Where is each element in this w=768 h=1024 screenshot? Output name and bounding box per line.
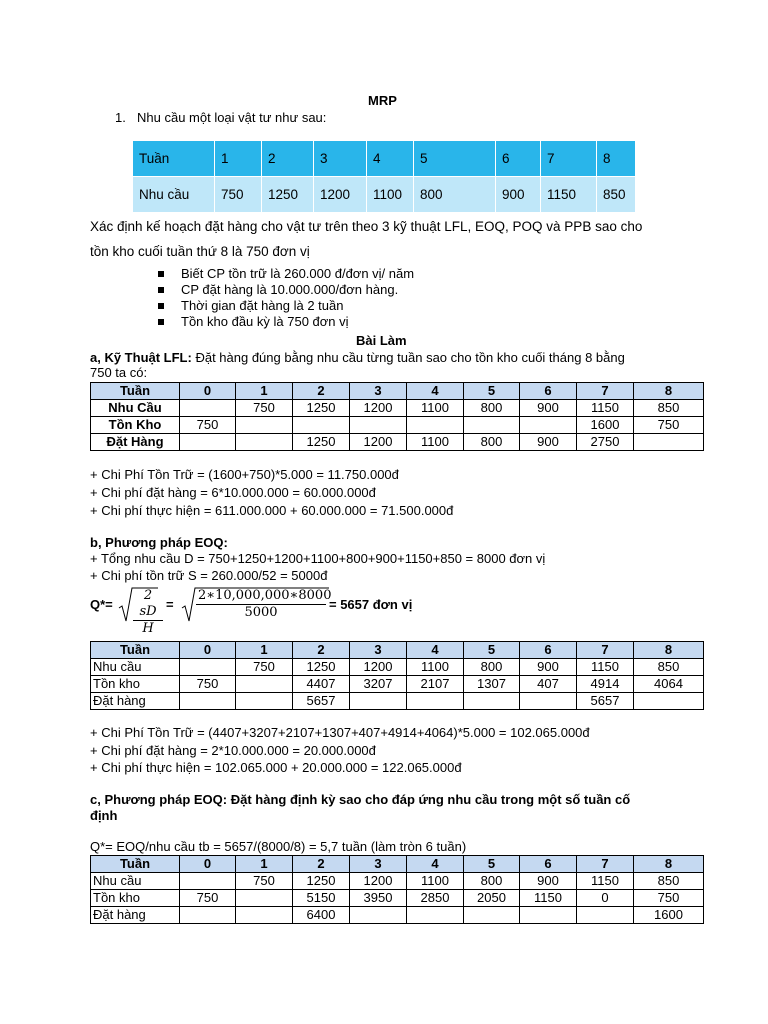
table-cell: 1100 bbox=[407, 873, 464, 890]
table-cell bbox=[180, 434, 236, 451]
table-cell bbox=[520, 417, 577, 434]
table-cell: 5 bbox=[414, 141, 496, 177]
table-cell bbox=[236, 890, 293, 907]
table-cell: 1150 bbox=[541, 177, 597, 213]
problem-number: 1. bbox=[115, 110, 126, 125]
table-cell bbox=[634, 434, 704, 451]
table-cell: 0 bbox=[577, 890, 634, 907]
table-header-cell: 2 bbox=[293, 383, 350, 400]
cost-line: + Chi phí thực hiện = 102.065.000 + 20.000.000 = 122.065.000đ bbox=[90, 760, 462, 775]
table-cell: 1100 bbox=[407, 659, 464, 676]
table-header-cell: 1 bbox=[236, 642, 293, 659]
table-cell bbox=[236, 693, 293, 710]
table-cell: Tồn kho bbox=[91, 890, 180, 907]
table-cell bbox=[350, 907, 407, 924]
table-cell: 850 bbox=[634, 659, 704, 676]
table-header-cell: 7 bbox=[577, 383, 634, 400]
table-header-row bbox=[91, 383, 704, 400]
table-cell: 900 bbox=[520, 873, 577, 890]
table-row bbox=[91, 907, 704, 924]
table-cell: 750 bbox=[236, 659, 293, 676]
fraction bbox=[196, 588, 332, 621]
table-cell: 900 bbox=[496, 177, 541, 213]
formula-result: = 5657 đơn vị bbox=[329, 597, 413, 612]
table-cell: 900 bbox=[520, 659, 577, 676]
list-item: CP đặt hàng là 10.000.000/đơn hàng. bbox=[155, 282, 414, 298]
table-cell: 900 bbox=[520, 434, 577, 451]
table-row bbox=[91, 434, 704, 451]
table-cell: 1200 bbox=[350, 434, 407, 451]
task-line-1: Xác định kế hoạch đặt hàng cho vật tư trên theo 3 kỹ thuật LFL, EOQ, POQ và PPB sao cho bbox=[90, 219, 643, 234]
table-cell: Đặt hàng bbox=[91, 907, 180, 924]
table-cell bbox=[236, 676, 293, 693]
table-header-cell: 4 bbox=[407, 642, 464, 659]
table-cell: 2 bbox=[262, 141, 314, 177]
table-header-cell: 6 bbox=[520, 642, 577, 659]
demand-table bbox=[132, 140, 636, 213]
table-cell: 800 bbox=[464, 873, 520, 890]
table-cell bbox=[407, 907, 464, 924]
table-cell: 1600 bbox=[634, 907, 704, 924]
table-cell: 750 bbox=[236, 873, 293, 890]
table-cell: 1100 bbox=[407, 400, 464, 417]
table-row bbox=[91, 693, 704, 710]
table-cell: 1100 bbox=[367, 177, 414, 213]
table-cell: 1150 bbox=[577, 873, 634, 890]
table-cell: 2750 bbox=[577, 434, 634, 451]
fraction-numerator: 2∗10,000,000∗8000 bbox=[198, 588, 332, 603]
table-cell: Nhu Cầu bbox=[91, 400, 180, 417]
table-cell bbox=[520, 907, 577, 924]
list-item: Biết CP tồn trữ là 260.000 đ/đơn vị/ năm bbox=[155, 266, 414, 282]
table-cell bbox=[293, 417, 350, 434]
table-header-cell: 5 bbox=[464, 856, 520, 873]
poq-table bbox=[90, 855, 704, 924]
table-cell: 1250 bbox=[293, 400, 350, 417]
table-cell: 2850 bbox=[407, 890, 464, 907]
table-cell bbox=[180, 693, 236, 710]
table-header-cell: 1 bbox=[236, 383, 293, 400]
table-cell bbox=[350, 693, 407, 710]
table-cell: Tuần bbox=[133, 141, 215, 177]
table-header-cell: 6 bbox=[520, 383, 577, 400]
list-item: Thời gian đặt hàng là 2 tuần bbox=[155, 298, 414, 314]
cost-line: + Chi phí đặt hàng = 6*10.000.000 = 60.000.000đ bbox=[90, 485, 376, 500]
table-cell bbox=[180, 873, 236, 890]
table-header-cell: 7 bbox=[577, 856, 634, 873]
table-cell bbox=[407, 417, 464, 434]
table-cell: 8 bbox=[597, 141, 636, 177]
table-cell bbox=[236, 417, 293, 434]
cost-line: + Chi phí đặt hàng = 2*10.000.000 = 20.000.000đ bbox=[90, 743, 376, 758]
table-cell: 5657 bbox=[577, 693, 634, 710]
table-row bbox=[91, 400, 704, 417]
table-cell: Nhu cầu bbox=[91, 873, 180, 890]
table-cell bbox=[577, 907, 634, 924]
table-cell bbox=[464, 907, 520, 924]
part-c-heading: c, Phương pháp EOQ: Đặt hàng định kỳ sao cho đáp ứng nhu cầu trong một số tuần cố bbox=[90, 792, 631, 807]
table-cell: 1200 bbox=[314, 177, 367, 213]
formula-lhs: Q*= bbox=[90, 597, 113, 612]
table-cell: 1600 bbox=[577, 417, 634, 434]
table-cell bbox=[236, 907, 293, 924]
table-header-cell: 8 bbox=[634, 383, 704, 400]
table-row bbox=[91, 676, 704, 693]
table-cell: 3207 bbox=[350, 676, 407, 693]
table-header-cell: 0 bbox=[180, 642, 236, 659]
lfl-table bbox=[90, 382, 704, 451]
table-cell bbox=[236, 434, 293, 451]
table-cell: Nhu cầu bbox=[133, 177, 215, 213]
list-item: Tồn kho đầu kỳ là 750 đơn vị bbox=[155, 314, 414, 330]
part-c-q-line: Q*= EOQ/nhu cầu tb = 5657/(8000/8) = 5,7 tuần (làm tròn 6 tuần) bbox=[90, 839, 467, 854]
table-cell: 4407 bbox=[293, 676, 350, 693]
demand-table-demand-row bbox=[133, 177, 636, 213]
table-cell: 850 bbox=[597, 177, 636, 213]
table-cell: 4064 bbox=[634, 676, 704, 693]
table-cell bbox=[464, 693, 520, 710]
table-row bbox=[91, 659, 704, 676]
table-cell: 800 bbox=[464, 659, 520, 676]
table-cell: 6 bbox=[496, 141, 541, 177]
table-cell: 1100 bbox=[407, 434, 464, 451]
solution-heading: Bài Làm bbox=[356, 333, 407, 348]
table-cell: 800 bbox=[464, 400, 520, 417]
table-cell: 3 bbox=[314, 141, 367, 177]
table-header-cell: 2 bbox=[293, 642, 350, 659]
table-header-row bbox=[91, 856, 704, 873]
table-cell bbox=[407, 693, 464, 710]
task-line-2: tồn kho cuối tuần thứ 8 là 750 đơn vị bbox=[90, 244, 310, 259]
page-title: MRP bbox=[368, 93, 397, 108]
table-cell bbox=[180, 659, 236, 676]
table-cell: 750 bbox=[634, 890, 704, 907]
table-cell: 5657 bbox=[293, 693, 350, 710]
part-b-heading: b, Phương pháp EOQ: bbox=[90, 535, 228, 550]
table-cell: 850 bbox=[634, 400, 704, 417]
table-cell: 750 bbox=[215, 177, 262, 213]
table-cell bbox=[634, 693, 704, 710]
formula-equals: = bbox=[166, 597, 174, 612]
table-cell: 6400 bbox=[293, 907, 350, 924]
table-header-cell: 0 bbox=[180, 856, 236, 873]
table-cell: 750 bbox=[236, 400, 293, 417]
table-cell: Tồn kho bbox=[91, 676, 180, 693]
table-header-cell: 8 bbox=[634, 856, 704, 873]
part-a-heading-line2: 750 ta có: bbox=[90, 365, 148, 380]
table-header-cell: Tuần bbox=[91, 856, 180, 873]
table-cell: 3950 bbox=[350, 890, 407, 907]
table-cell: 2050 bbox=[464, 890, 520, 907]
table-cell: 4 bbox=[367, 141, 414, 177]
fraction-denominator: 5000 bbox=[244, 605, 278, 620]
table-cell: Đặt Hàng bbox=[91, 434, 180, 451]
table-cell: 1250 bbox=[293, 434, 350, 451]
table-cell: 4914 bbox=[577, 676, 634, 693]
table-row bbox=[91, 890, 704, 907]
table-header-cell: Tuần bbox=[91, 642, 180, 659]
table-cell: 750 bbox=[180, 676, 236, 693]
part-a-desc: Đặt hàng đúng bằng nhu cầu từng tuần sao cho tồn kho cuối tháng 8 bằng bbox=[191, 350, 625, 365]
table-cell: 800 bbox=[414, 177, 496, 213]
part-a-heading bbox=[90, 350, 625, 366]
table-cell: 1150 bbox=[577, 400, 634, 417]
table-header-cell: 6 bbox=[520, 856, 577, 873]
table-cell: 900 bbox=[520, 400, 577, 417]
table-cell: 750 bbox=[634, 417, 704, 434]
table-cell: 407 bbox=[520, 676, 577, 693]
table-cell: 850 bbox=[634, 873, 704, 890]
part-b-line: + Tổng nhu cầu D = 750+1250+1200+1100+800+900+1150+850 = 8000 đơn vị bbox=[90, 551, 546, 566]
table-cell bbox=[520, 693, 577, 710]
table-header-row bbox=[91, 642, 704, 659]
table-cell: 1307 bbox=[464, 676, 520, 693]
cost-line: + Chi phí thực hiện = 611.000.000 + 60.000.000 = 71.500.000đ bbox=[90, 503, 454, 518]
problem-intro: Nhu cầu một loại vật tư như sau: bbox=[137, 110, 327, 125]
table-cell: 1200 bbox=[350, 400, 407, 417]
table-cell bbox=[464, 417, 520, 434]
table-cell: 7 bbox=[541, 141, 597, 177]
table-cell bbox=[350, 417, 407, 434]
table-header-cell: 4 bbox=[407, 856, 464, 873]
table-cell: 800 bbox=[464, 434, 520, 451]
table-cell bbox=[180, 400, 236, 417]
cost-line: + Chi Phí Tồn Trữ = (4407+3207+2107+1307+407+4914+4064)*5.000 = 102.065.000đ bbox=[90, 725, 590, 740]
table-cell: 750 bbox=[180, 417, 236, 434]
table-cell: Tồn Kho bbox=[91, 417, 180, 434]
part-a-label: a, Kỹ Thuật LFL: bbox=[90, 350, 192, 365]
table-cell: Nhu cầu bbox=[91, 659, 180, 676]
table-cell: 1150 bbox=[577, 659, 634, 676]
table-cell: 2107 bbox=[407, 676, 464, 693]
table-header-cell: 3 bbox=[350, 856, 407, 873]
table-header-cell: 8 bbox=[634, 642, 704, 659]
given-list bbox=[155, 266, 414, 330]
table-header-cell: 2 bbox=[293, 856, 350, 873]
table-header-cell: 0 bbox=[180, 383, 236, 400]
table-header-cell: 3 bbox=[350, 383, 407, 400]
table-cell: 1200 bbox=[350, 659, 407, 676]
table-cell: 1150 bbox=[520, 890, 577, 907]
table-cell: Đặt hàng bbox=[91, 693, 180, 710]
table-cell bbox=[180, 907, 236, 924]
table-cell: 1250 bbox=[293, 873, 350, 890]
table-header-cell: 7 bbox=[577, 642, 634, 659]
table-cell: 1250 bbox=[293, 659, 350, 676]
fraction-numerator: 2 sD bbox=[133, 588, 163, 621]
table-cell: 1 bbox=[215, 141, 262, 177]
table-cell: 750 bbox=[180, 890, 236, 907]
part-c-heading-line2: định bbox=[90, 808, 118, 823]
cost-line: + Chi Phí Tồn Trữ = (1600+750)*5.000 = 11.750.000đ bbox=[90, 467, 399, 482]
table-header-cell: Tuần bbox=[91, 383, 180, 400]
fraction bbox=[133, 588, 163, 637]
table-header-cell: 1 bbox=[236, 856, 293, 873]
demand-table-week-row bbox=[133, 141, 636, 177]
table-header-cell: 5 bbox=[464, 383, 520, 400]
table-header-cell: 3 bbox=[350, 642, 407, 659]
table-cell: 1200 bbox=[350, 873, 407, 890]
table-header-cell: 5 bbox=[464, 642, 520, 659]
table-header-cell: 4 bbox=[407, 383, 464, 400]
fraction-denominator: H bbox=[142, 621, 154, 636]
table-cell: 1250 bbox=[262, 177, 314, 213]
part-b-line: + Chi phí tồn trữ S = 260.000/52 = 5000đ bbox=[90, 568, 328, 583]
table-row bbox=[91, 417, 704, 434]
table-cell: 5150 bbox=[293, 890, 350, 907]
table-row bbox=[91, 873, 704, 890]
eoq-table bbox=[90, 641, 704, 710]
